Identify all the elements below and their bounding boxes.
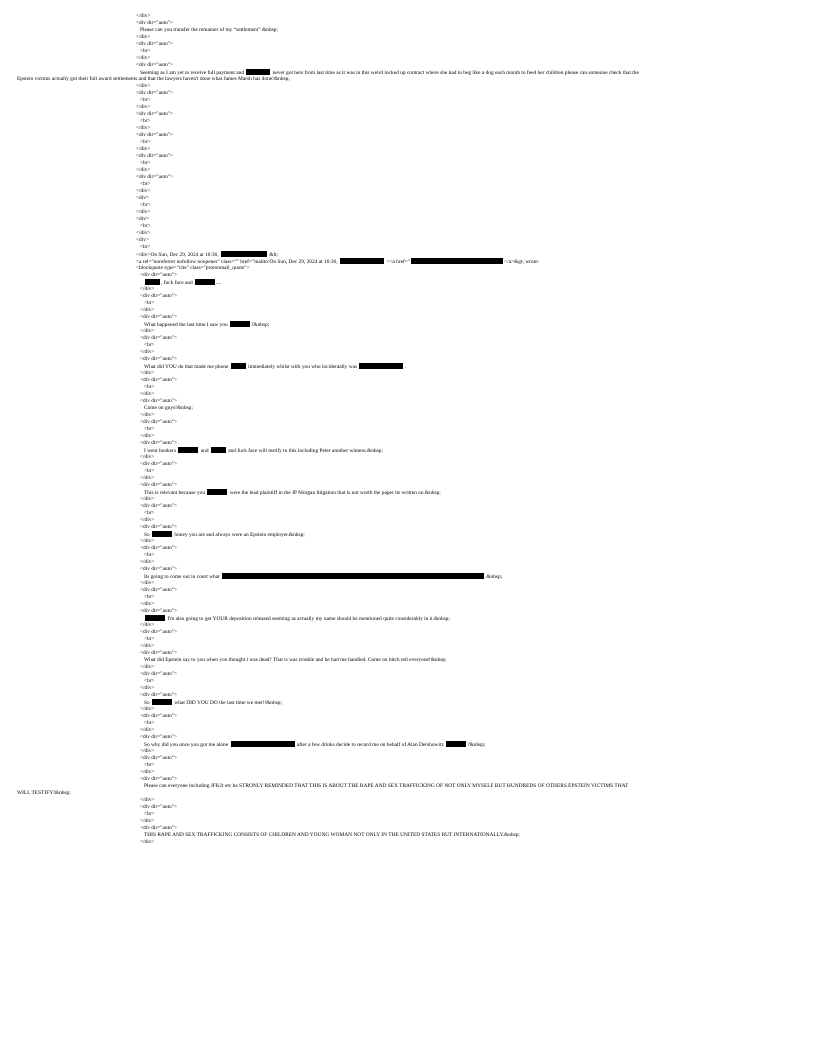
source-line: [0, 160, 816, 167]
line-text: <div dir="auto">: [140, 692, 178, 698]
line-text: <div dir="auto">: [140, 440, 178, 446]
line-text: <div dir="auto">: [140, 755, 178, 761]
source-line: [0, 636, 816, 643]
source-line: [0, 503, 816, 510]
line-text: <br>: [140, 160, 151, 166]
source-line: [0, 139, 816, 146]
source-line: [0, 643, 816, 650]
line-text: What happened the last time I saw you: [144, 322, 230, 328]
line-text: </div>: [136, 167, 151, 173]
line-text: </div>: [140, 622, 155, 628]
line-text: </div>: [140, 748, 155, 754]
source-line: [0, 314, 816, 321]
source-line: [0, 657, 816, 664]
source-line: [0, 335, 816, 342]
source-line: [0, 832, 816, 839]
line-text: </a>&gt; wrote:: [504, 259, 540, 265]
redaction-bar: [211, 447, 226, 453]
source-line: [0, 356, 816, 363]
line-text: after a few drinks decide to record me on behalf of Alan Dershowitz: [295, 742, 446, 748]
line-text: <br>: [144, 426, 155, 432]
line-text: <div dir="auto">: [136, 41, 174, 47]
source-line: [0, 650, 816, 657]
source-line: [0, 188, 816, 195]
source-line: [0, 811, 816, 818]
source-line: [0, 237, 816, 244]
line-text: <div dir="auto">: [140, 272, 178, 278]
source-line: [0, 608, 816, 615]
redaction-bar: [152, 531, 172, 537]
source-line: [0, 90, 816, 97]
line-text: </div>: [140, 517, 155, 523]
source-line: [0, 440, 816, 447]
source-line: [0, 153, 816, 160]
source-line: [0, 741, 816, 748]
line-text: </div>: [136, 83, 151, 89]
line-text: </div>: [140, 839, 155, 845]
line-text: </div>: [140, 475, 155, 481]
line-text: <br>: [140, 244, 151, 250]
source-line: [0, 580, 816, 587]
line-text: <div dir="auto">: [136, 90, 174, 96]
source-line: [0, 720, 816, 727]
source-line: [0, 118, 816, 125]
line-text: </div>: [140, 412, 155, 418]
source-line: [0, 587, 816, 594]
line-text: <div dir="auto">: [140, 713, 178, 719]
line-text: ?&nbsp;: [467, 742, 486, 748]
line-text: <div dir="auto">: [140, 398, 178, 404]
line-text: </div>: [136, 209, 151, 215]
line-text: </div>: [136, 230, 151, 236]
source-line: [0, 328, 816, 335]
line-text: </div>: [136, 188, 151, 194]
source-line: [0, 489, 816, 496]
line-text: <br>: [140, 223, 151, 229]
source-line: [0, 405, 816, 412]
line-text: <div dir="auto">: [140, 825, 178, 831]
line-text: I'm also going to get YOUR deposition released seeming as actually my name should be mentioned quite considerably in it.&nbsp;: [166, 616, 450, 622]
line-text: <a rel="noreferrer nofollow noopener" class="" href="mailto:On Sun, Dec 29, 2024 at 16:36,: [136, 259, 339, 265]
line-text: Please can everyone including JFKJr etc be STRONLY REMINDED THAT THIS IS ABOUT THE RAPE AND SEX TRAFFICKING OF NOT ONLY MYSELF BUT HUNDREDS OF OTHERS EPSTEIN VICTIMS THAT: [144, 783, 629, 789]
source-line: [0, 510, 816, 517]
line-text: never got hers from last time as it was in this weird locked up contract where she had to beg like a dog each month to feed her children please can someone check that the: [271, 70, 639, 76]
source-line: [0, 174, 816, 181]
source-line: [0, 202, 816, 209]
redaction-bar: [178, 447, 198, 453]
source-line: [0, 41, 816, 48]
source-line: [0, 223, 816, 230]
line-text: <div dir="auto">: [140, 629, 178, 635]
line-text: , fuck face and: [161, 280, 195, 286]
source-line: [0, 664, 816, 671]
line-text: <div dir="auto">: [140, 524, 178, 530]
source-line: [0, 804, 816, 811]
source-line: [0, 734, 816, 741]
line-text: <div dir="auto">: [140, 545, 178, 551]
source-line: [0, 286, 816, 293]
line-text: <div dir="auto">: [140, 314, 178, 320]
line-text: So: [144, 700, 152, 706]
line-text: </div>: [140, 496, 155, 502]
line-text: <br>: [144, 678, 155, 684]
line-text: <blockquote type="cite" class="protonmail_quote">: [136, 265, 250, 271]
redaction-bar: [340, 258, 384, 264]
line-text: <div dir="auto">: [140, 335, 178, 341]
line-text: </div>: [136, 146, 151, 152]
source-line: [0, 104, 816, 111]
line-text: </div>: [140, 559, 155, 565]
source-line: [0, 671, 816, 678]
source-line: [0, 482, 816, 489]
line-text: </div>On Sun, Dec 29, 2024 at 16:36,: [136, 252, 220, 258]
redaction-bar: [145, 279, 160, 285]
line-text: <div dir="auto">: [140, 377, 178, 383]
line-text: Come on guys!&nbsp;: [144, 405, 193, 411]
source-line: [0, 55, 816, 62]
line-text: ....: [216, 280, 222, 286]
line-text: This is relevant because you: [144, 490, 207, 496]
line-text: .: [404, 364, 406, 370]
line-text: </div>: [140, 727, 155, 733]
source-line: [0, 776, 816, 783]
line-text: WILL TESTIFY!&nbsp;: [17, 790, 71, 796]
line-text: <div dir="auto">: [136, 111, 174, 117]
source-line: [0, 454, 816, 461]
line-text: <div dir="auto">: [140, 461, 178, 467]
source-line: [0, 111, 816, 118]
source-line: [0, 265, 816, 272]
source-line: [0, 391, 816, 398]
source-line: [0, 34, 816, 41]
source-line: [0, 69, 816, 76]
source-line: [0, 62, 816, 69]
redaction-bar: [359, 363, 406, 370]
source-line: [0, 384, 816, 391]
source-line: [0, 216, 816, 223]
line-text: <br>: [140, 118, 151, 124]
line-text: </div>: [140, 454, 155, 460]
source-line: [0, 209, 816, 216]
source-line: [0, 468, 816, 475]
line-text: What did Epstein say to you when you thought i was dead? That is was trouble and he had me handled. Come on bitch tell everyone!&nbsp;: [144, 657, 447, 663]
line-text: <div dir="auto">: [140, 293, 178, 299]
source-line: [0, 517, 816, 524]
line-text: <div dir="auto">: [136, 62, 174, 68]
line-text: <div dir="auto">: [140, 650, 178, 656]
line-text: So why did you once you got me alone: [144, 742, 230, 748]
source-line: [0, 713, 816, 720]
source-line: [0, 552, 816, 559]
line-text: <br>: [144, 811, 155, 817]
line-text: </div>: [140, 769, 155, 775]
source-line: [0, 48, 816, 55]
source-line: [0, 727, 816, 734]
source-line: [0, 230, 816, 237]
source-line: [0, 755, 816, 762]
line-text: </div>: [140, 685, 155, 691]
line-text: </div>: [140, 706, 155, 712]
source-line: [0, 475, 816, 482]
redaction-bar: [246, 69, 270, 75]
source-line: [0, 601, 816, 608]
source-line: [0, 797, 816, 804]
source-line: [0, 363, 816, 370]
source-line: [0, 321, 816, 328]
source-line: [0, 769, 816, 776]
source-line: [0, 496, 816, 503]
line-text: <div dir="auto">: [140, 566, 178, 572]
source-line: [0, 573, 816, 580]
line-text: <div dir="auto">: [140, 419, 178, 425]
source-line: [0, 566, 816, 573]
source-line: [0, 13, 816, 20]
source-line: [0, 748, 816, 755]
redaction-bar: [230, 321, 250, 327]
line-text: <br>: [144, 300, 155, 306]
line-text: <br>: [144, 552, 155, 558]
line-text: <br>: [144, 510, 155, 516]
line-text: </div>: [140, 664, 155, 670]
line-text: </div>: [140, 433, 155, 439]
line-text: and: [199, 448, 210, 454]
source-line: [0, 146, 816, 153]
line-text: <div dir="auto">: [140, 503, 178, 509]
source-line: [0, 97, 816, 104]
source-line: [0, 132, 816, 139]
source-line: [0, 20, 816, 27]
line-text: <div>: [136, 216, 149, 222]
source-line: [0, 398, 816, 405]
line-text: ?&nbsp;: [251, 322, 270, 328]
line-text: <<a href=": [384, 259, 411, 265]
line-text: <div dir="auto">: [140, 587, 178, 593]
line-text: </div>: [136, 104, 151, 110]
line-text: <br>: [144, 594, 155, 600]
source-line: [0, 461, 816, 468]
line-text: </div>: [140, 307, 155, 313]
source-line: [0, 545, 816, 552]
line-text: What did YOU do that made me phone: [144, 364, 230, 370]
source-line: [0, 412, 816, 419]
line-text: <br>: [144, 468, 155, 474]
source-line: [0, 818, 816, 825]
source-line: [0, 377, 816, 384]
source-line: [0, 279, 816, 286]
source-line: [0, 762, 816, 769]
line-text: Its going to come out in court what: [144, 574, 221, 580]
line-text: <div dir="auto">: [140, 776, 178, 782]
source-line: [0, 244, 816, 251]
source-line: [0, 251, 816, 258]
line-text: <div dir="auto">: [136, 174, 174, 180]
line-text: <br>: [144, 636, 155, 642]
line-text: what DID YOU DO the last time we met!!&nbsp;: [173, 700, 282, 706]
source-line: [0, 370, 816, 377]
source-line: [0, 300, 816, 307]
line-text: <br>: [140, 139, 151, 145]
line-text: and fuck face will testify to this including Peter another witness.&nbsp;: [226, 448, 383, 454]
source-line: [0, 594, 816, 601]
line-text: </div>: [140, 328, 155, 334]
line-text: <br>: [140, 202, 151, 208]
line-text: </div>: [140, 580, 155, 586]
redaction-bar: [231, 363, 246, 369]
source-line: [0, 615, 816, 622]
source-line: [0, 125, 816, 132]
redaction-bar: [231, 741, 295, 747]
source-line: [0, 629, 816, 636]
line-text: </div>: [140, 643, 155, 649]
line-text: <div dir="auto">: [140, 608, 178, 614]
source-line: [0, 783, 816, 790]
line-text: honey you are and always were an Epstein employer.&nbsp;: [173, 532, 305, 538]
source-line: [0, 825, 816, 832]
redaction-bar: [222, 573, 484, 579]
source-line: [0, 685, 816, 692]
line-text: &lt;: [267, 252, 278, 258]
source-line: [0, 433, 816, 440]
line-text: Seeming as I am yet to receive full payment and: [140, 70, 246, 76]
line-text: <br>: [140, 48, 151, 54]
line-text: </div>: [140, 370, 155, 376]
source-line: [0, 678, 816, 685]
source-line: [0, 27, 816, 34]
source-line: [0, 419, 816, 426]
source-line: [0, 559, 816, 566]
line-text: <div dir="auto">: [140, 671, 178, 677]
line-text: </div>: [140, 286, 155, 292]
source-line: [0, 531, 816, 538]
line-text: </div>: [140, 818, 155, 824]
line-text: <br>: [144, 342, 155, 348]
source-line: [0, 622, 816, 629]
redaction-bar: [195, 279, 215, 285]
redaction-bar: [446, 741, 466, 747]
source-line: [0, 293, 816, 300]
line-text: Please can you transfer the remainer of my “settlement”.&nbsp;: [140, 27, 278, 33]
line-text: <br>: [140, 181, 151, 187]
source-line: [0, 692, 816, 699]
source-line: [0, 790, 816, 797]
line-text: <div dir="auto">: [136, 153, 174, 159]
source-line: [0, 699, 816, 706]
line-text: </div>: [140, 538, 155, 544]
line-text: immediately whilst with you who incidentally was: [246, 364, 359, 370]
line-text: <br>: [140, 97, 151, 103]
source-line: [0, 349, 816, 356]
line-text: </div>: [140, 797, 155, 803]
line-text: <div dir="auto">: [140, 482, 178, 488]
source-line: [0, 258, 816, 265]
line-text: THIS RAPE AND SEX TRAFFICKING CONSISTS OF CHILDREN AND YOUNG WOMAN NOT ONLY IN THE UNITED STATES BUT INTERNATIONALLY.&nbsp;: [144, 832, 520, 838]
source-line: [0, 706, 816, 713]
source-line: [0, 167, 816, 174]
line-text: <div>: [136, 237, 149, 243]
line-text: So: [144, 532, 152, 538]
source-line: [0, 195, 816, 202]
redaction-bar: [411, 258, 503, 264]
source-line: [0, 307, 816, 314]
source-line: [0, 76, 816, 83]
line-text: <div dir="auto">: [140, 356, 178, 362]
redaction-bar: [221, 251, 267, 257]
source-line: [0, 447, 816, 454]
source-line: [0, 426, 816, 433]
line-text: <div dir="auto">: [136, 132, 174, 138]
line-text: </div>: [136, 55, 151, 61]
line-text: were the lead plaintiff in the JP Morgan litigation that is not worth the paper its written on.&nbsp;: [228, 490, 441, 496]
source-line: [0, 342, 816, 349]
line-text: <div dir="auto">: [140, 734, 178, 740]
redaction-bar: [207, 489, 227, 495]
source-line: [0, 83, 816, 90]
line-text: </div>: [136, 34, 151, 40]
line-text: </div>: [136, 13, 151, 19]
source-line: [0, 839, 816, 846]
line-text: </div>: [140, 349, 155, 355]
line-text: <br>: [144, 762, 155, 768]
line-text: <div>: [136, 195, 149, 201]
line-text: </div>: [136, 125, 151, 131]
source-line: [0, 538, 816, 545]
line-text: Epstein victims actually got their full award settlements and that the lawyers haven't done what James Marsh has done!&nbsp;: [17, 76, 290, 82]
line-text: </div>: [140, 601, 155, 607]
source-line: [0, 524, 816, 531]
redaction-bar: [152, 699, 172, 705]
line-text: <br>: [144, 720, 155, 726]
line-text: I went bonkers: [144, 448, 178, 454]
line-text: <div dir="auto">: [136, 20, 174, 26]
redaction-bar: [145, 615, 165, 621]
line-text: <br>: [144, 384, 155, 390]
source-line: [0, 181, 816, 188]
line-text: .&nbsp;: [484, 574, 503, 580]
line-text: </div>: [140, 391, 155, 397]
line-text: <div dir="auto">: [140, 804, 178, 810]
source-line: [0, 272, 816, 279]
